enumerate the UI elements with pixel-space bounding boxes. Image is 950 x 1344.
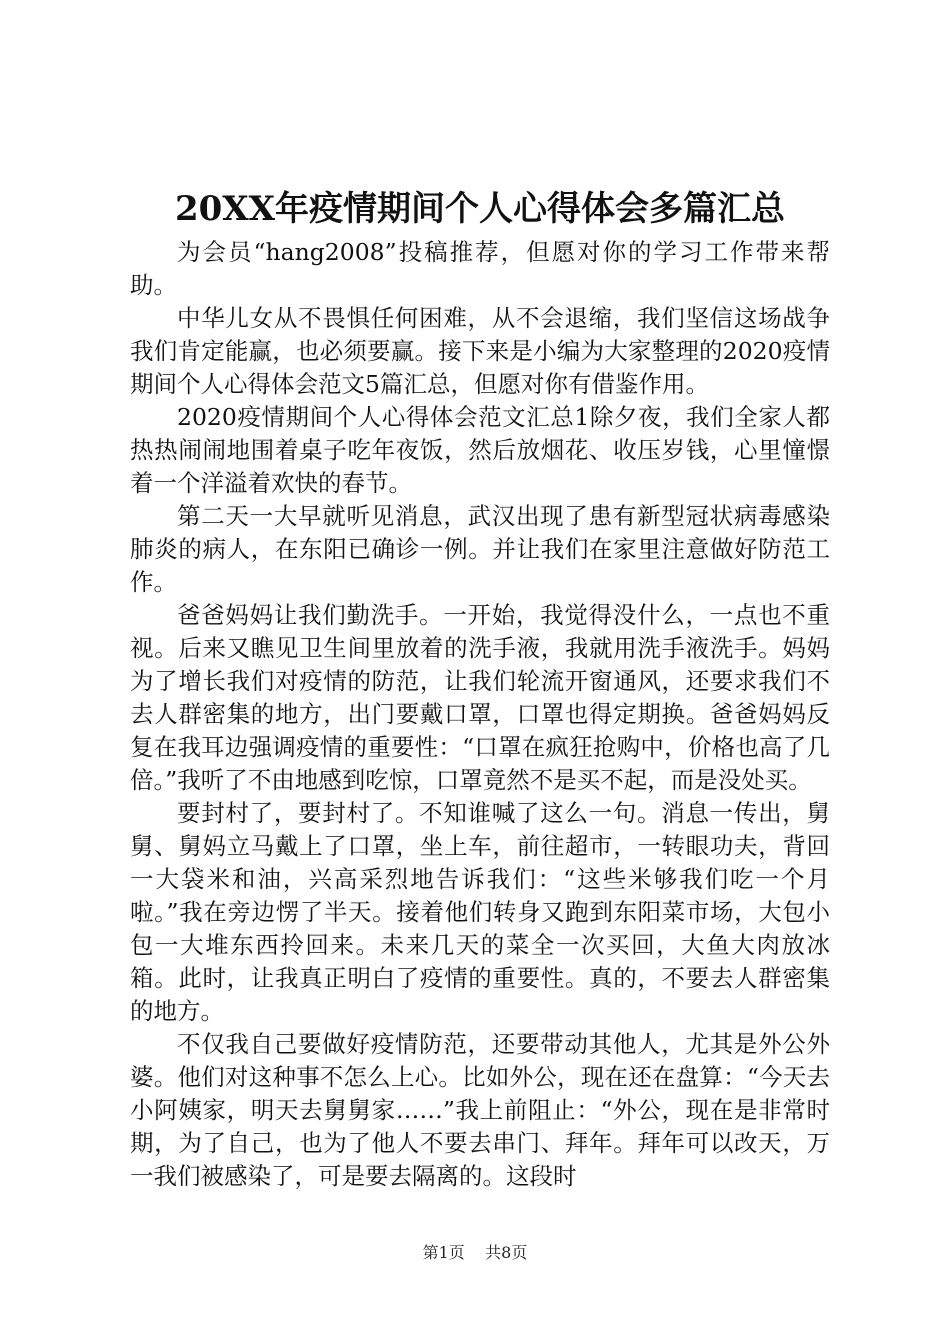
paragraph: 为会员“hang2008”投稿推荐，但愿对你的学习工作带来帮助。	[130, 238, 830, 299]
page-footer	[0, 1242, 950, 1264]
paragraph: 中华儿女从不畏惧任何困难，从不会退缩，我们坚信这场战争我们肯定能赢，也必须要赢。接下来是小编为大家整理的2020疫情期间个人心得体会范文5篇汇总，但愿对你有借鉴作用。	[130, 304, 830, 398]
paragraph: 爸爸妈妈让我们勤洗手。一开始，我觉得没什么，一点也不重视。后来又瞧见卫生间里放着的洗手液，我就用洗手液洗手。妈妈为了增长我们对疫情的防范，让我们轮流开窗通风，还要求我们不去人群密集的地方，出门要戴口罩，口罩也得定期换。爸爸妈妈反复在我耳边强调疫情的重要性：“口罩在疯狂抢购中，价格也高了几倍。”我听了不由地感到吃惊，口罩竟然不是买不起，而是没处买。	[130, 601, 830, 794]
document-body	[130, 236, 830, 1193]
paragraph: 2020疫情期间个人心得体会范文汇总1除夕夜，我们全家人都热热闹闹地围着桌子吃年夜饭，然后放烟花、收压岁钱，心里憧憬着一个洋溢着欢快的春节。	[130, 403, 830, 497]
page-total: 共8页	[485, 1243, 528, 1262]
paragraph: 要封村了，要封村了。不知谁喊了这么一句。消息一传出，舅舅、舅妈立马戴上了口罩，坐上车，前往超市，一转眼功夫，背回一大袋米和油，兴高采烈地告诉我们：“这些米够我们吃一个月啦。”我在旁边愣了半天。接着他们转身又跑到东阳菜市场，大包小包一大堆东西拎回来。未来几天的菜全一次买回，大鱼大肉放冰箱。此时，让我真正明白了疫情的重要性。真的，不要去人群密集的地方。	[130, 799, 830, 1025]
page-number: 第1页	[422, 1243, 465, 1262]
paragraph: 第二天一大早就听见消息，武汉出现了患有新型冠状病毒感染肺炎的病人，在东阳已确诊一例。并让我们在家里注意做好防范工作。	[130, 502, 830, 596]
document-title: 20XX年疫情期间个人心得体会多篇汇总	[174, 189, 786, 229]
paragraph: 不仅我自己要做好疫情防范，还要带动其他人，尤其是外公外婆。他们对这种事不怎么上心。比如外公，现在还在盘算：“今天去小阿姨家，明天去舅舅家……”我上前阻止：“外公，现在是非常时期，为了自己，也为了他人不要去串门、拜年。拜年可以改天，万一我们被感染了，可是要去隔离的。这段时	[130, 1030, 830, 1190]
